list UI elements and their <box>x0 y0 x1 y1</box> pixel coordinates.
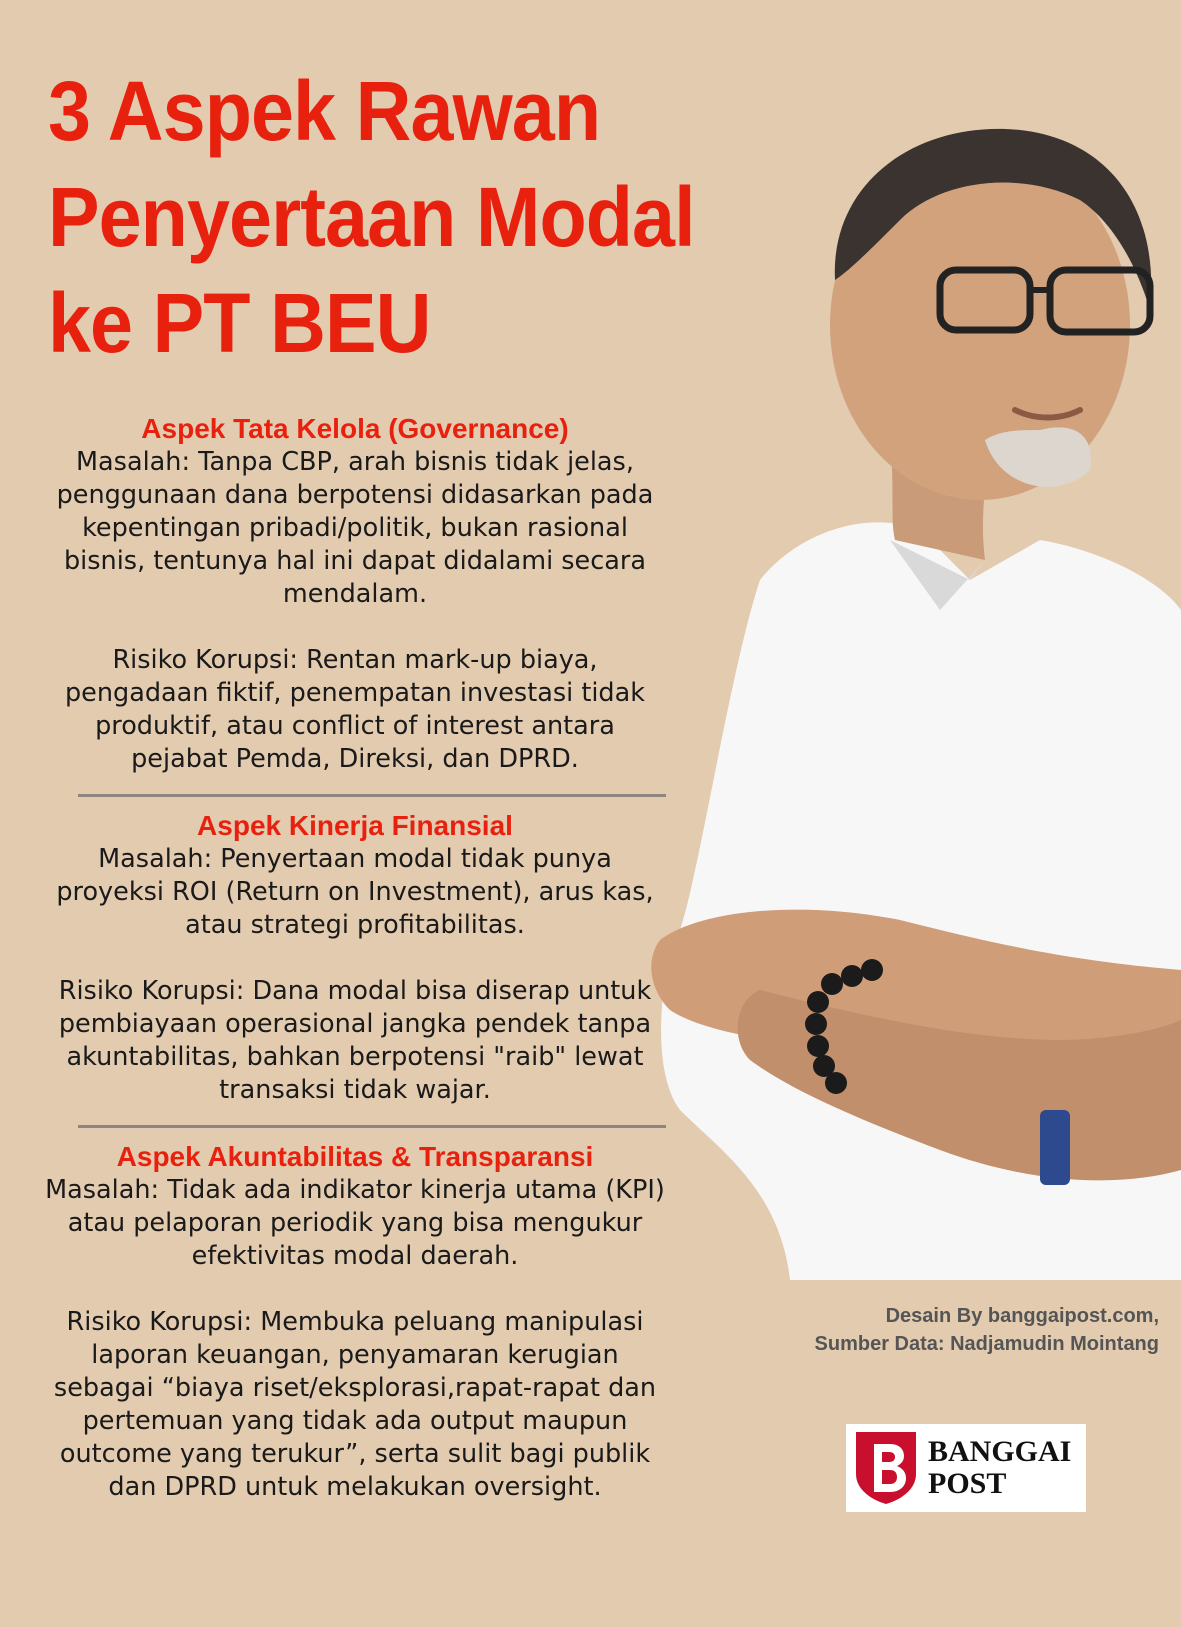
credits-line-1: Desain By banggaipost.com, <box>885 1305 1159 1327</box>
design-credits <box>759 1302 1159 1358</box>
section-risiko: Risiko Korupsi: Membuka peluang manipulasi laporan keuangan, penyamaran kerugian sebagai “biaya riset/eksplorasi,rapat-rapat dan pertemuan yang tidak ada output maupun outcome yang terukur”, serta sulit bagi publik dan DPRD untuk melakukan oversight. <box>53 1307 657 1502</box>
section-divider <box>78 1125 666 1128</box>
section-heading: Aspek Kinerja Finansial <box>197 810 513 841</box>
section-risiko: Risiko Korupsi: Rentan mark-up biaya, pengadaan fiktif, penempatan investasi tidak produktif, atau conflict of interest antara pejabat Pemda, Direksi, dan DPRD. <box>64 645 645 774</box>
logo-line-2: POST <box>928 1467 1007 1500</box>
section-masalah: Masalah: Penyertaan modal tidak punya proyeksi ROI (Return on Investment), arus kas, atau strategi profitabilitas. <box>56 844 654 940</box>
title-line-2: Penyertaan Modal <box>48 170 695 264</box>
section-masalah: Masalah: Tidak ada indikator kinerja utama (KPI) atau pelaporan periodik yang bisa mengukur efektivitas modal daerah. <box>45 1175 665 1271</box>
section-masalah: Masalah: Tanpa CBP, arah bisnis tidak jelas, penggunaan dana berpotensi didasarkan pada kepentingan pribadi/politik, bukan rasional bisnis, tentunya hal ini dapat didalami secara mendalam. <box>56 447 654 609</box>
title-line-1: 3 Aspek Rawan <box>48 64 601 158</box>
banggai-post-logo <box>846 1424 1086 1512</box>
section-financial <box>45 809 665 1107</box>
section-divider <box>78 794 666 797</box>
logo-line-1: BANGGAI <box>928 1435 1072 1468</box>
infographic-title <box>48 58 710 376</box>
section-heading: Aspek Akuntabilitas & Transparansi <box>116 1141 594 1172</box>
title-line-3: ke PT BEU <box>48 276 431 370</box>
section-governance <box>45 412 665 776</box>
section-risiko: Risiko Korupsi: Dana modal bisa diserap untuk pembiayaan operasional jangka pendek tanpa akuntabilitas, bahkan berpotensi "raib" lewat transaksi tidak wajar. <box>58 976 652 1105</box>
portrait-illustration <box>640 110 1181 1280</box>
shield-b-icon <box>854 1430 918 1506</box>
credits-line-2: Sumber Data: Nadjamudin Mointang <box>814 1333 1159 1355</box>
section-heading: Aspek Tata Kelola (Governance) <box>141 413 569 444</box>
logo-wordmark <box>928 1436 1071 1500</box>
section-accountability <box>45 1140 665 1504</box>
content-column <box>45 412 665 1504</box>
